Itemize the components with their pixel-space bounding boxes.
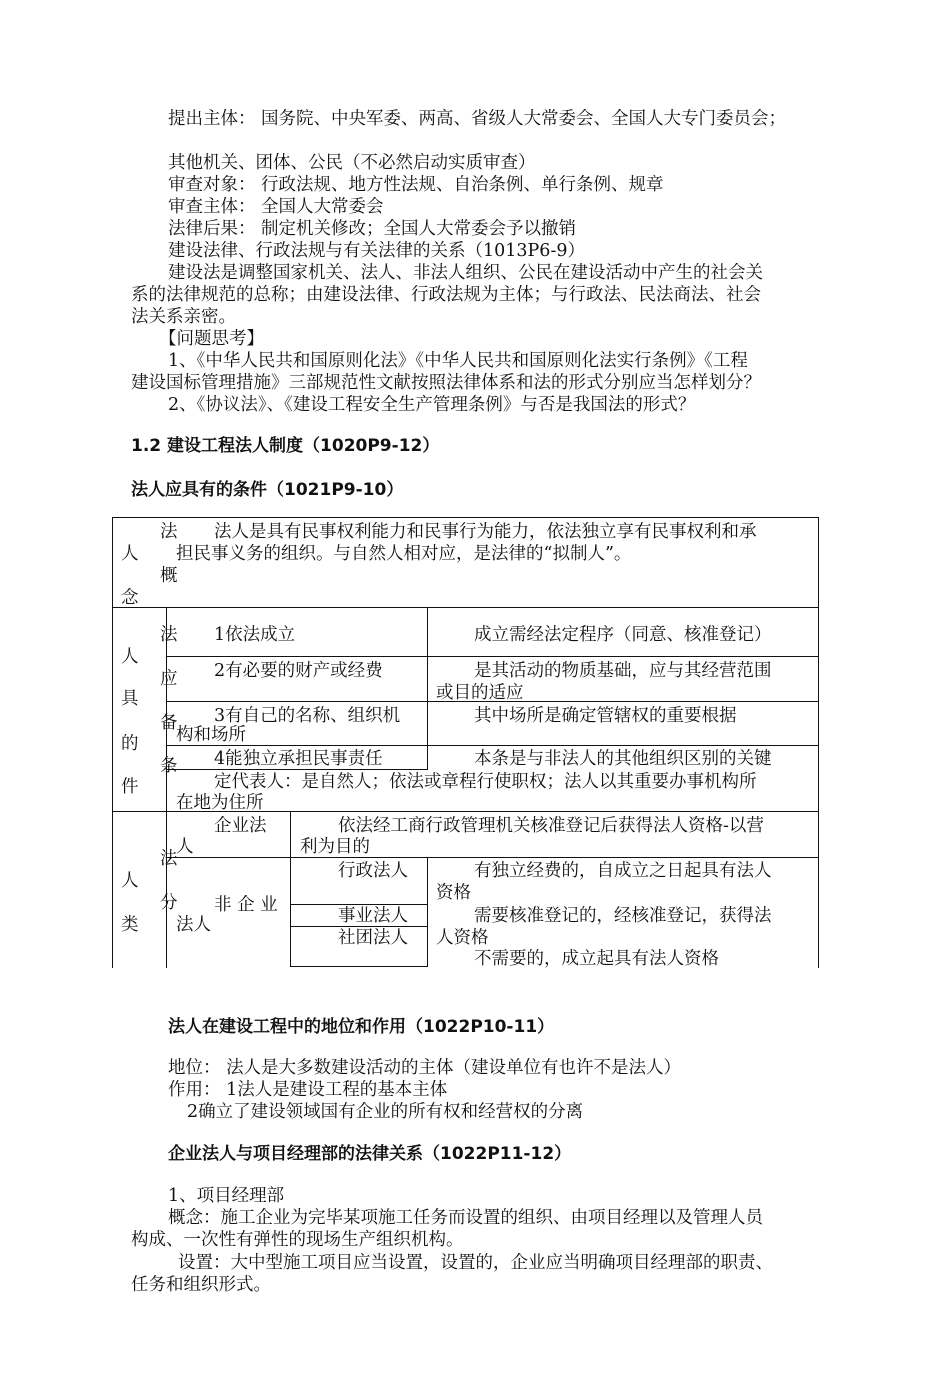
review-object: 审查对象： 行政法规、地方性法规、自治条例、单行条例、规章 bbox=[168, 175, 664, 195]
condition-2-desc-1: 是其活动的物质基础，应与其经营范围 bbox=[474, 661, 772, 681]
review-subject: 审查主体： 全国人大常委会 bbox=[168, 197, 384, 217]
condition-3-desc: 其中场所是确定管辖权的重要根据 bbox=[474, 706, 737, 726]
admin-legal-person: 行政法人 bbox=[338, 861, 408, 881]
enterprise-desc-1: 依法经工商行政管理机关核准登记后获得法人资格-以营 bbox=[338, 816, 764, 836]
concept-left-char-2: 念 bbox=[121, 588, 139, 608]
class-left-char-1: 人 bbox=[121, 871, 139, 891]
condition-4: 4能独立承担民事责任 bbox=[214, 749, 383, 769]
pm-concept-1: 概念：施工企业为完毕某项施工任务而设置的组织、由项目经理以及管理人员 bbox=[168, 1208, 763, 1228]
status-position: 地位： 法人是大多数建设活动的主体（建设单位有也许不是法人） bbox=[168, 1058, 682, 1078]
conditions-left-char-2: 具 bbox=[121, 689, 139, 709]
condition-2: 2有必要的财产或经费 bbox=[214, 661, 383, 681]
question-1-line-2: 建设国标管理措施》三部规范性文献按照法律体系和法的形式分别应当怎样划分？ bbox=[131, 373, 761, 393]
non-enterprise-label-2: 法人 bbox=[176, 915, 211, 935]
legal-consequence: 法律后果： 制定机关修改；全国人大常委会予以撤销 bbox=[168, 219, 577, 239]
admin-desc-2: 资格 bbox=[436, 883, 471, 903]
condition-3-line-2: 构和场所 bbox=[176, 725, 246, 745]
subject-line-2: 其他机关、团体、公民（不必然启动实质审查） bbox=[168, 153, 536, 173]
association-legal-person: 社团法人 bbox=[338, 928, 408, 948]
conditions-mid-char-2: 应 bbox=[160, 669, 178, 689]
concept-left-char-1: 人 bbox=[121, 544, 139, 564]
conditions-left-char-1: 人 bbox=[121, 647, 139, 667]
question-2: 2、《协议法》、《建设工程安全生产管理条例》与否是我国法的形式？ bbox=[168, 395, 696, 415]
representative-line-2: 在地为住所 bbox=[176, 793, 264, 813]
question-1-line-1: 1、《中华人民共和国原则化法》《中华人民共和国原则化法实行条例》《工程 bbox=[168, 351, 748, 371]
concept-mid-char-2: 概 bbox=[160, 566, 178, 586]
conditions-mid-char-1: 法 bbox=[160, 625, 178, 645]
conditions-left-char-4: 件 bbox=[121, 777, 139, 797]
institution-desc-1: 需要核准登记的，经核准登记，获得法 bbox=[474, 906, 772, 926]
enterprise-desc-2: 利为目的 bbox=[300, 837, 370, 857]
condition-1-desc: 成立需经法定程序（同意、核准登记） bbox=[474, 625, 772, 645]
think-title: 【问题思考】 bbox=[159, 329, 264, 349]
condition-2-desc-2: 或目的适应 bbox=[436, 683, 524, 703]
enterprise-label-2: 人 bbox=[176, 837, 194, 857]
conditions-mid-char-4: 条 bbox=[160, 756, 178, 776]
construction-law-para-3: 法关系亲密。 bbox=[131, 307, 236, 327]
institution-legal-person: 事业法人 bbox=[338, 906, 408, 926]
condition-1: 1依法成立 bbox=[214, 625, 296, 645]
section-title: 1.2 建设工程法人制度（1020P9-12） bbox=[131, 436, 440, 456]
status-role-2: 2确立了建设领域国有企业的所有权和经营权的分离 bbox=[187, 1102, 584, 1122]
status-role-1: 作用： 1法人是建设工程的基本主体 bbox=[168, 1080, 448, 1100]
construction-law-para-2: 系的法律规范的总称；由建设法律、行政法规为主体；与行政法、民法商法、社会 bbox=[131, 285, 761, 305]
conditions-mid-char-3: 备 bbox=[160, 713, 178, 733]
institution-desc-2: 人资格 bbox=[436, 928, 489, 948]
construction-law-para-1: 建设法是调整国家机关、法人、非法人组织、公民在建设活动中产生的社会关 bbox=[168, 263, 763, 283]
association-desc: 不需要的，成立起具有法人资格 bbox=[474, 949, 719, 969]
concept-text-2: 担民事义务的组织。与自然人相对应，是法律的“拟制人”。 bbox=[176, 544, 632, 564]
concept-mid-char-1: 法 bbox=[160, 522, 178, 542]
enterprise-label-1: 企业法 bbox=[214, 816, 267, 836]
pm-setup-2: 任务和组织形式。 bbox=[131, 1275, 271, 1295]
class-mid-char-2: 分 bbox=[160, 893, 178, 913]
subject-line-1: 提出主体： 国务院、中央军委、两高、省级人大常委会、全国人大专门委员会； bbox=[168, 109, 787, 129]
conditions-title: 法人应具有的条件（1021P9-10） bbox=[131, 480, 404, 500]
relation2-title: 企业法人与项目经理部的法律关系（1022P11-12） bbox=[168, 1144, 572, 1164]
condition-4-desc: 本条是与非法人的其他组织区别的关键 bbox=[474, 749, 772, 769]
admin-desc-1: 有独立经费的，自成立之日起具有法人 bbox=[474, 861, 772, 881]
pm-concept-2: 构成、一次性有弹性的现场生产组织机构。 bbox=[131, 1230, 464, 1250]
concept-text-1: 法人是具有民事权利能力和民事行为能力，依法独立享有民事权利和承 bbox=[214, 522, 757, 542]
pm-setup-1: 设置：大中型施工项目应当设置，设置的，企业应当明确项目经理部的职责、 bbox=[178, 1253, 773, 1273]
relation-title: 建设法律、行政法规与有关法律的关系（1013P6-9） bbox=[168, 241, 585, 261]
status-title: 法人在建设工程中的地位和作用（1022P10-11） bbox=[168, 1017, 555, 1037]
class-mid-char-1: 法 bbox=[160, 849, 178, 869]
representative-line-1: 定代表人：是自然人；依法或章程行使职权；法人以其重要办事机构所 bbox=[214, 772, 757, 792]
non-enterprise-label-1: 非 企 业 bbox=[214, 895, 278, 915]
condition-3-line-1: 3有自己的名称、组织机 bbox=[214, 706, 401, 726]
class-left-char-2: 类 bbox=[121, 915, 139, 935]
conditions-left-char-3: 的 bbox=[121, 734, 139, 754]
pm-title: 1、项目经理部 bbox=[168, 1186, 285, 1206]
